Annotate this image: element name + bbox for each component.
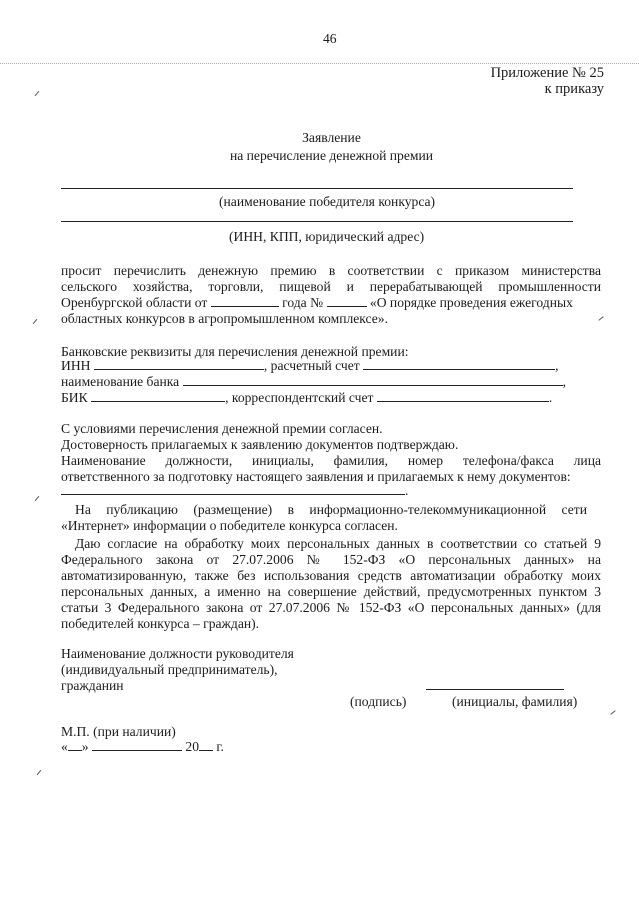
agreement-line-4: ответственного за подготовку настоящего заявления и прилагаемых к нему документов:	[61, 469, 571, 484]
date-open-quote: «	[61, 739, 68, 754]
account-label: , расчетный счет	[263, 358, 360, 373]
year-field[interactable]	[199, 739, 213, 751]
agreement-line-2: Достоверность прилагаемых к заявлению документов подтверждаю.	[61, 437, 459, 452]
scan-mark	[37, 770, 42, 775]
bank-name-row	[61, 374, 566, 390]
winner-name-caption: (наименование победителя конкурса)	[219, 194, 436, 209]
page-number: 46	[323, 31, 337, 46]
corr-field[interactable]	[377, 390, 549, 402]
corr-label: , корреспондентский счет	[225, 390, 374, 405]
account-field[interactable]	[363, 358, 555, 370]
request-line-3-start: Оренбургской области от	[61, 295, 208, 310]
consent-line-4: персональных данных, а именно на совершение действий, предусмотренных пунктом 3	[61, 584, 601, 599]
request-line-3-mid: года №	[282, 295, 324, 310]
corr-dot: .	[548, 390, 553, 405]
initials-field[interactable]	[426, 689, 564, 690]
name-caption: (инициалы, фамилия)	[452, 694, 578, 709]
consent-line-1: Даю согласие на обработку моих персональных данных в соответствии со статьей 9	[75, 536, 601, 551]
year-suffix: г.	[216, 739, 224, 754]
day-field[interactable]	[68, 739, 82, 751]
request-line-3	[61, 295, 573, 311]
scan-mark	[35, 91, 40, 96]
scan-divider	[0, 63, 639, 64]
publication-line-1: На публикацию (размещение) в информационно-телекоммуникационной сети	[75, 502, 587, 517]
bank-name-field[interactable]	[183, 374, 563, 386]
bank-bik-row	[61, 390, 552, 406]
consent-line-5: статьи 3 Федерального закона от 27.07.2006 № 152-ФЗ «О персональных данных» (для	[61, 600, 601, 615]
signature-line-3: гражданин	[61, 678, 124, 693]
inn-label: ИНН	[61, 358, 91, 373]
order-date-blank[interactable]	[211, 295, 279, 307]
sign-caption: (подпись)	[350, 694, 407, 709]
inn-kpp-caption: (ИНН, КПП, юридический адрес)	[229, 229, 425, 244]
bik-label: БИК	[61, 390, 88, 405]
signature-line-1: Наименование должности руководителя	[61, 646, 294, 661]
year-prefix: 20	[185, 739, 199, 754]
agreement-line-1: С условиями перечисления денежной премии согласен.	[61, 421, 383, 436]
document-title: Заявление	[302, 130, 361, 145]
appendix-number: Приложение № 25	[490, 65, 604, 81]
bik-field[interactable]	[91, 390, 225, 402]
signature-line-2: (индивидуальный предприниматель),	[61, 662, 278, 677]
bank-inn-row	[61, 358, 559, 374]
responsible-person-field[interactable]	[61, 483, 405, 495]
consent-line-6: победителей конкурса – граждан).	[61, 616, 260, 631]
inn-field[interactable]	[94, 358, 264, 370]
date-row	[61, 739, 224, 755]
request-line-2: сельского хозяйства, торговли, пищевой и перерабатывающей промышленности	[61, 279, 601, 294]
bank-heading: Банковские реквизиты для перечисления денежной премии:	[61, 344, 409, 359]
request-line-3-end: «О порядке проведения ежегодных	[369, 295, 573, 310]
stamp-label: М.П. (при наличии)	[61, 724, 176, 739]
request-line-4: областных конкурсов в агропромышленном комплексе».	[61, 311, 388, 326]
consent-line-3: автоматизированную, также без использования средств автоматизации обработку моих	[61, 568, 601, 583]
request-line-1: просит перечислить денежную премию в соответствии с приказом министерства	[61, 263, 601, 278]
responsible-person-row	[61, 483, 408, 499]
scan-mark	[598, 316, 603, 321]
bank-name-label: наименование банка	[61, 374, 180, 389]
order-number-blank[interactable]	[327, 295, 367, 307]
scan-mark	[33, 319, 38, 324]
bank-name-comma: ,	[562, 374, 567, 389]
account-comma: ,	[555, 358, 559, 373]
document-subtitle: на перечисление денежной премии	[229, 148, 434, 163]
date-close-quote: »	[81, 739, 89, 754]
scan-mark	[35, 496, 40, 501]
scan-mark	[610, 710, 615, 715]
agreement-line-3: Наименование должности, инициалы, фамилия, номер телефона/факса лица	[61, 453, 601, 468]
month-field[interactable]	[92, 739, 182, 751]
winner-name-line[interactable]	[61, 188, 573, 189]
publication-line-2: «Интернет» информации о победителе конкурса согласен.	[61, 518, 398, 533]
consent-line-2: Федерального закона от 27.07.2006 № 152-ФЗ «О персональных данных» на	[61, 552, 601, 567]
responsible-person-dot: .	[405, 483, 409, 498]
inn-kpp-line[interactable]	[61, 221, 573, 222]
appendix-order: к приказу	[544, 81, 604, 97]
